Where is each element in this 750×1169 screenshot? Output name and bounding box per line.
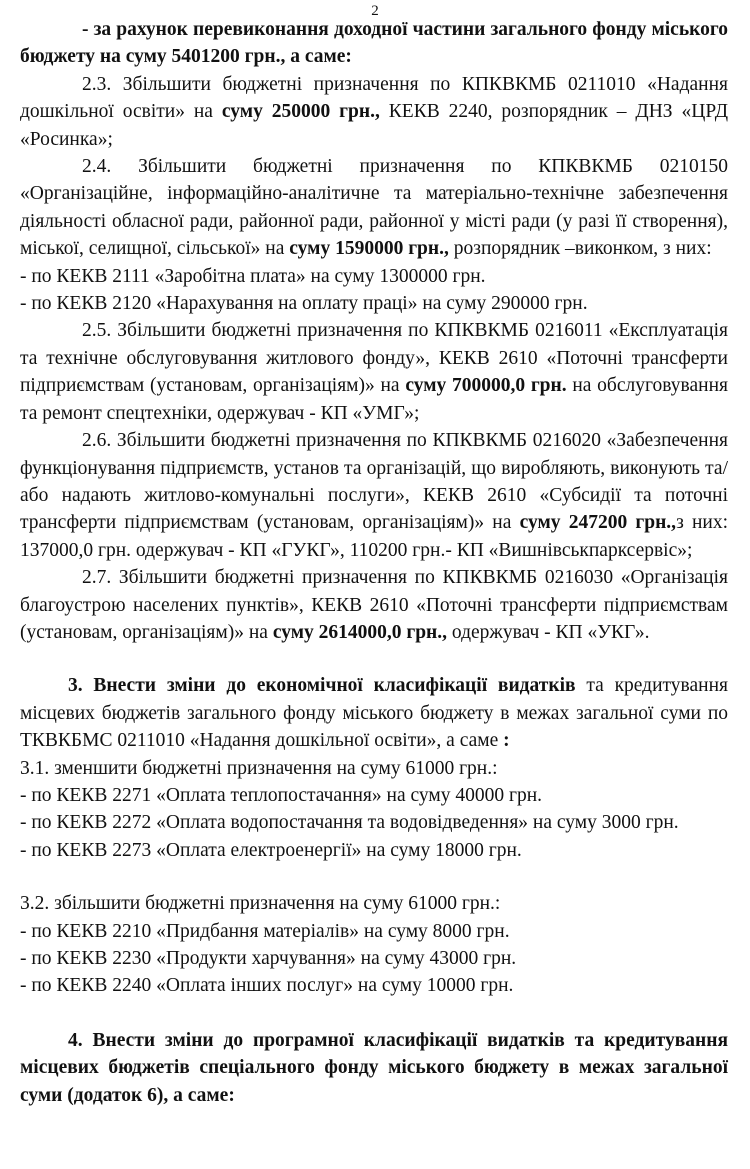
text-span: 2.6. Збільшити бюджетні призначення по КПКВКМБ 0216020 «Забезпечення функціонування підприємств, установ та організацій, що виробляють, виконують та/або надають житлово-комунальні послуги», КЕКВ 2610 «Субсидії та поточні трансферти підприємствам (установам, організаціям)» на <box>20 430 728 534</box>
amount-bold: суму 1590000 грн., <box>289 238 449 260</box>
list-item: - по КЕКВ 2240 «Оплата інших послуг» на суму 10000 грн. <box>20 975 514 997</box>
paragraph-2-5 <box>20 317 728 427</box>
list-item: - по КЕКВ 2210 «Придбання матеріалів» на суму 8000 грн. <box>20 920 510 942</box>
text-span: КЕКВ 2240, розпорядник – ДНЗ «ЦРД «Росинка»; <box>20 101 728 150</box>
paragraph-2-3 <box>20 71 728 153</box>
heading-bold: 3. Внести зміни до економічної класифікації видатків <box>68 675 576 697</box>
amount-bold: суму 247200 грн., <box>519 512 677 534</box>
text-span: на обслуговування та ремонт спецтехніки, одержувач - КП «УМГ»; <box>20 375 728 424</box>
text-span: з них: 137000,0 грн. одержувач - КП «ГУКГ», 110200 грн.- КП «Вишнівськпарксервіс»; <box>20 512 728 561</box>
text-span: 2.5. Збільшити бюджетні призначення по КПКВКМБ 0216011 «Експлуатація та технічне обслуговування житлового фонду», КЕКВ 2610 «Поточні трансферти підприємствам (установам, організаціям)» на <box>20 320 728 397</box>
document-body <box>20 16 728 1109</box>
spacer <box>20 646 728 672</box>
paragraph-2-7 <box>20 564 728 646</box>
page-number: 2 <box>371 3 379 19</box>
text-span: 2.4. Збільшити бюджетні призначення по КПКВКМБ 0210150 «Організаційне, інформаційно-аналітичне та матеріально-технічне забезпечення діяльності обласної ради, районної ради, районної у місті ради (у разі її створення), міської, селищної, сільської» на <box>20 156 728 260</box>
text-span: розпорядник –виконком, з них: <box>448 238 712 260</box>
section-3-heading <box>20 672 728 754</box>
list-item: - по КЕКВ 2272 «Оплата водопостачання та водовідведення» на суму 3000 грн. <box>20 812 679 834</box>
text-span: одержувач - КП «УКГ». <box>447 621 650 643</box>
text-span: та кредитування місцевих бюджетів загального фонду міського бюджету в межах загальної суми по ТКВКБМС 0211010 «Надання дошкільної освіти», а саме <box>20 675 729 752</box>
list-item: - по КЕКВ 2230 «Продукти харчування» на суму 43000 грн. <box>20 948 517 969</box>
spacer <box>20 1000 728 1027</box>
text-span: 2.3. Збільшити бюджетні призначення по КПКВКМБ 0211010 «Надання дошкільної освіти» на <box>20 73 728 123</box>
intro-paragraph <box>20 16 728 71</box>
amount-bold: суму 2614000,0 грн., <box>272 621 448 643</box>
amount-bold: суму 250000 грн., <box>221 101 380 123</box>
list-item: - по КЕКВ 2271 «Оплата теплопостачання» на суму 40000 грн. <box>20 784 543 806</box>
intro-text: - за рахунок перевиконання доходної частини загального фонду міського бюджету на суму 5401200 грн., а саме: <box>20 19 728 68</box>
spacer <box>20 864 728 890</box>
section-4-heading <box>20 1027 728 1109</box>
heading-bold: 4. Внести зміни до програмної класифікації видатків та кредитування місцевих бюджетів спеціального фонду міського бюджету в межах загальної суми (додаток 6), а саме: <box>20 1029 728 1106</box>
decrease-title: 3.1. зменшити бюджетні призначення на суму 61000 грн.: <box>20 757 498 779</box>
amount-bold: суму 700000,0 грн. <box>405 375 567 397</box>
heading-colon: : <box>503 730 510 752</box>
list-item: - по КЕКВ 2111 «Заробітна плата» на суму 1300000 грн. <box>20 265 486 287</box>
list-item: - по КЕКВ 2120 «Нарахування на оплату праці» на суму 290000 грн. <box>20 293 588 315</box>
paragraph-2-6 <box>20 427 728 564</box>
text-span: 2.7. Збільшити бюджетні призначення по КПКВКМБ 0216030 «Організація благоустрою населених пунктів», КЕКВ 2610 «Поточні трансферти підприємствам (установам, організаціям)» на <box>20 567 728 643</box>
paragraph-2-4 <box>20 153 728 263</box>
increase-title: 3.2. збільшити бюджетні призначення на суму 61000 грн.: <box>20 893 501 915</box>
list-item: - по КЕКВ 2273 «Оплата електроенергії» на суму 18000 грн. <box>20 839 522 861</box>
